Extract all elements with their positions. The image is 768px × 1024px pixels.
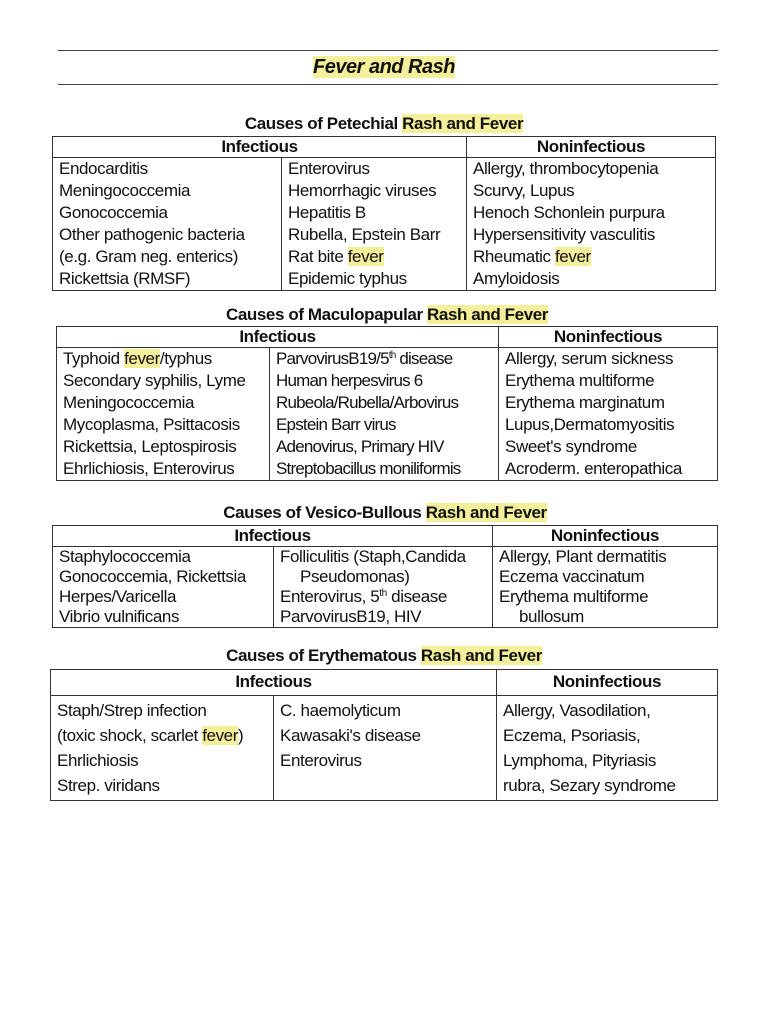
- petechial-table-caption: Causes of Petechial Rash and Fever: [244, 114, 524, 133]
- cell-line: Allergy, Plant dermatitis: [499, 547, 667, 566]
- noninfectious-header: Noninfectious: [499, 327, 718, 348]
- infectious-header: Infectious: [53, 526, 493, 547]
- cell-line: Erythema marginatum: [505, 393, 665, 412]
- cell-line: Rubeola/Rubella/Arbovirus: [276, 393, 459, 412]
- erythematous-table-caption: Causes of Erythematous Rash and Fever: [226, 646, 542, 665]
- cell-line: Amyloidosis: [473, 269, 560, 288]
- cell-line: Epstein Barr virus: [276, 415, 396, 434]
- infectious-col-2: [274, 547, 493, 628]
- cell-line: Other pathogenic bacteria: [59, 225, 245, 244]
- document-title: Fever and Rash: [313, 56, 455, 78]
- cell-line: Sweet's syndrome: [505, 437, 637, 456]
- cell-line: Eczema vaccinatum: [499, 567, 645, 586]
- infectious-col-1: [51, 696, 274, 801]
- cell-line: C. haemolyticum: [280, 701, 401, 720]
- infectious-header: Infectious: [53, 137, 467, 158]
- cell-line: Meningococcemia: [63, 393, 195, 412]
- cell-line: Adenovirus, Primary HIV: [276, 437, 444, 456]
- cell-line: Strep. viridans: [57, 776, 160, 795]
- cell-line: (toxic shock, scarlet fever): [57, 726, 244, 745]
- cell-line: Epidemic typhus: [288, 269, 407, 288]
- cell-line: Ehrlichiosis, Enterovirus: [63, 459, 235, 478]
- cell-line: Allergy, serum sickness: [505, 349, 674, 368]
- cell-line: Meningococcemia: [59, 181, 191, 200]
- cell-line: Mycoplasma, Psittacosis: [63, 415, 240, 434]
- cell-line: Rheumatic fever: [473, 247, 591, 266]
- cell-line: Staphylococcemia: [59, 547, 191, 566]
- erythematous-table: [50, 669, 718, 801]
- cell-line: Eczema, Psoriasis,: [503, 726, 641, 745]
- cell-line: Rickettsia (RMSF): [59, 269, 191, 288]
- cell-line: Gonococcemia, Rickettsia: [59, 567, 246, 586]
- cell-line: Enterovirus: [288, 159, 370, 178]
- maculopapular-table-caption: Causes of Maculopapular Rash and Fever: [225, 305, 549, 324]
- cell-line: Hepatitis B: [288, 203, 366, 222]
- cell-line: Gonococcemia: [59, 203, 168, 222]
- noninfectious-col: [499, 348, 718, 481]
- cell-line: ParvovirusB19, HIV: [280, 607, 422, 626]
- cell-line: Hemorrhagic viruses: [288, 181, 437, 200]
- cell-line: Ehrlichiosis: [57, 751, 139, 770]
- cell-line: Endocarditis: [59, 159, 148, 178]
- cell-line: Enterovirus: [280, 751, 362, 770]
- cell-line: Hypersensitivity vasculitis: [473, 225, 655, 244]
- cell-line: Human herpesvirus 6: [276, 371, 423, 390]
- cell-line: ParvovirusB19/5th disease: [276, 349, 453, 368]
- petechial-table: [52, 136, 716, 291]
- top-rule: [58, 50, 718, 51]
- cell-line: Erythema multiforme: [499, 587, 649, 606]
- cell-line: Scurvy, Lupus: [473, 181, 575, 200]
- cell-line: Pseudomonas): [300, 567, 410, 586]
- cell-line: Secondary syphilis, Lyme: [63, 371, 246, 390]
- infectious-col-2: [270, 348, 499, 481]
- maculopapular-table: [56, 326, 718, 481]
- cell-line: Streptobacillus moniliformis: [276, 459, 461, 478]
- cell-line: Rat bite fever: [288, 247, 384, 266]
- cell-line: Folliculitis (Staph,Candida: [280, 547, 466, 566]
- infectious-col-1: [53, 547, 274, 628]
- cell-line: Kawasaki's disease: [280, 726, 421, 745]
- cell-line: Herpes/Varicella: [59, 587, 177, 606]
- vesico-bullous-table-caption: Causes of Vesico-Bullous Rash and Fever: [223, 503, 547, 522]
- cell-line: Lymphoma, Pityriasis: [503, 751, 656, 770]
- cell-line: Allergy, Vasodilation,: [503, 701, 651, 720]
- cell-line: Staph/Strep infection: [57, 701, 207, 720]
- noninfectious-header: Noninfectious: [497, 670, 718, 696]
- noninfectious-col: [497, 696, 718, 801]
- cell-line: Rubella, Epstein Barr: [288, 225, 441, 244]
- infectious-col-2: [282, 158, 467, 291]
- cell-line: Acroderm. enteropathica: [505, 459, 682, 478]
- infectious-col-2: [274, 696, 497, 801]
- cell-line: Rickettsia, Leptospirosis: [63, 437, 237, 456]
- infectious-col-1: [53, 158, 282, 291]
- noninfectious-header: Noninfectious: [493, 526, 718, 547]
- infectious-col-1: [57, 348, 270, 481]
- noninfectious-col: [467, 158, 716, 291]
- vesico-bullous-table: [52, 525, 718, 628]
- noninfectious-col: [493, 547, 718, 628]
- cell-line: bullosum: [519, 607, 584, 626]
- cell-line: Enterovirus, 5th disease: [280, 587, 447, 606]
- cell-line: Vibrio vulnificans: [59, 607, 180, 626]
- cell-line: Lupus,Dermatomyositis: [505, 415, 675, 434]
- title-underline-rule: [58, 84, 718, 85]
- cell-line: Erythema multiforme: [505, 371, 655, 390]
- noninfectious-header: Noninfectious: [467, 137, 716, 158]
- infectious-header: Infectious: [51, 670, 497, 696]
- cell-line: rubra, Sezary syndrome: [503, 776, 676, 795]
- cell-line: Typhoid fever/typhus: [63, 349, 212, 368]
- cell-line: Allergy, thrombocytopenia: [473, 159, 659, 178]
- cell-line: (e.g. Gram neg. enterics): [59, 247, 238, 266]
- infectious-header: Infectious: [57, 327, 499, 348]
- cell-line: Henoch Schonlein purpura: [473, 203, 665, 222]
